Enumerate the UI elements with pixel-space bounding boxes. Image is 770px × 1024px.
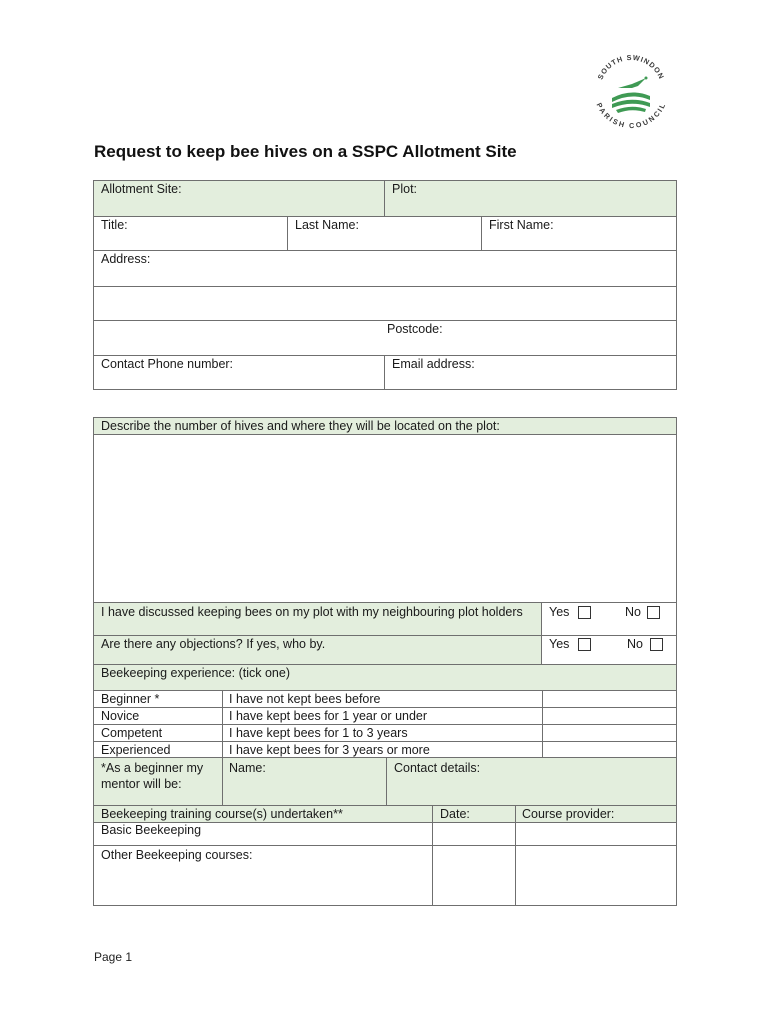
email-label[interactable]: Email address: <box>392 357 475 371</box>
discussed-no-checkbox[interactable] <box>647 606 660 619</box>
mentor-contact-label[interactable]: Contact details: <box>394 761 481 775</box>
describe-hives-field[interactable] <box>94 435 676 602</box>
logo-text-bottom: PARISH COUNCIL <box>594 101 668 131</box>
basic-beekeeping-label: Basic Beekeeping <box>101 823 202 837</box>
level-experienced-desc: I have kept bees for 3 years or more <box>229 743 430 757</box>
allotment-site-label: Allotment Site: <box>101 182 182 196</box>
phone-label[interactable]: Contact Phone number: <box>101 357 234 371</box>
last-name-label[interactable]: Last Name: <box>295 218 359 232</box>
objections-no-checkbox[interactable] <box>650 638 663 651</box>
discussed-question: I have discussed keeping bees on my plot with my neighbouring plot holders <box>101 605 523 619</box>
discussed-yes-checkbox[interactable] <box>578 606 591 619</box>
page-number: Page 1 <box>94 950 133 964</box>
other-courses-label[interactable]: Other Beekeeping courses: <box>101 848 253 862</box>
mentor-name-label[interactable]: Name: <box>229 761 266 775</box>
page-title: Request to keep bee hives on a SSPC Allotment Site <box>94 142 517 161</box>
discussed-no-label: No <box>625 605 641 619</box>
logo-text-top: SOUTH SWINDON <box>595 52 667 81</box>
title-field-label[interactable]: Title: <box>101 218 128 232</box>
experience-header: Beekeeping experience: (tick one) <box>101 666 291 680</box>
level-novice-desc: I have kept bees for 1 year or under <box>229 709 428 723</box>
objections-yes-label: Yes <box>549 637 570 651</box>
first-name-label[interactable]: First Name: <box>489 218 554 232</box>
training-header: Beekeeping training course(s) undertaken** <box>101 807 343 821</box>
level-novice: Novice <box>101 709 140 723</box>
objections-yes-checkbox[interactable] <box>578 638 591 651</box>
training-date-header: Date: <box>440 807 470 821</box>
discussed-yes-label: Yes <box>549 605 570 619</box>
level-experienced: Experienced <box>101 743 171 757</box>
mentor-label: *As a beginner my mentor will be: <box>101 761 204 791</box>
level-competent-desc: I have kept bees for 1 to 3 years <box>229 726 408 740</box>
level-beginner: Beginner * <box>101 692 160 706</box>
describe-hives-label: Describe the number of hives and where they will be located on the plot: <box>101 419 500 433</box>
address-label[interactable]: Address: <box>101 252 151 266</box>
postcode-label[interactable]: Postcode: <box>387 322 443 336</box>
objections-no-label: No <box>627 637 643 651</box>
level-novice-tick[interactable] <box>543 708 676 724</box>
objections-question: Are there any objections? If yes, who by. <box>101 637 326 651</box>
level-competent: Competent <box>101 726 163 740</box>
training-provider-header: Course provider: <box>522 807 615 821</box>
level-competent-tick[interactable] <box>543 725 676 741</box>
level-experienced-tick[interactable] <box>543 742 676 757</box>
level-beginner-desc: I have not kept bees before <box>229 692 381 706</box>
level-beginner-tick[interactable] <box>543 691 676 707</box>
plot-field[interactable] <box>385 181 676 216</box>
plot-label: Plot: <box>392 182 418 196</box>
parish-council-logo <box>588 48 674 134</box>
